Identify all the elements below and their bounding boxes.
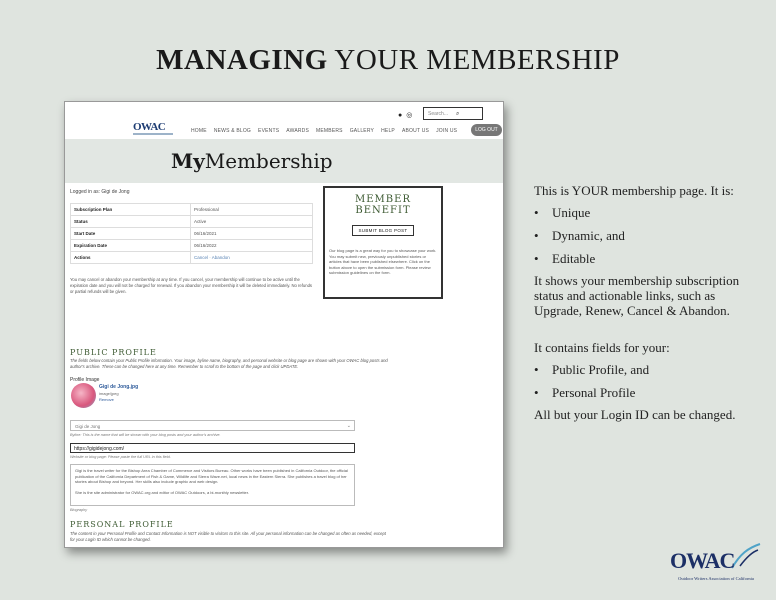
nav-help[interactable]: HELP (381, 128, 395, 134)
nav-join-us[interactable]: JOIN US (436, 128, 458, 134)
biography-textarea[interactable]: Gigi is the travel writer for the Bishop Area Chamber of Commerce and Visitors Bureau. Other works have been published in California Outdoor, the official publication of the California Department of Fish & Game, Wildlife and Sierra Wave.net, local news in the Eastern Sierra. She publishes a travel blog of her stories about Bishop and beyond. Her skills also include graphic and web design. She is the site administrator for OWAC.org and editor of OWAC Outdoors, a bi-monthly newsletter. (70, 464, 355, 506)
row-label: Subscription Plan (71, 204, 191, 216)
row-label: Status (71, 216, 191, 228)
member-benefit-title: MEMBER BENEFIT (355, 194, 411, 216)
search-input[interactable]: Search... (423, 107, 483, 120)
instagram-icon[interactable]: ◎ (406, 112, 413, 119)
submit-blog-post-button[interactable]: SUBMIT BLOG POST (352, 225, 414, 236)
nav-about-us[interactable]: ABOUT US (401, 128, 430, 134)
chevron-down-icon: ⌄ (346, 423, 351, 429)
description-status-text: It shows your membership subscription status and actionable links, such as Upgrade, Renew, Cancel & Abandon. (534, 273, 740, 318)
nav-members[interactable]: MEMBERS (316, 128, 343, 134)
table-row (71, 204, 313, 216)
nav-gallery[interactable]: GALLERY (349, 128, 375, 134)
nav-events[interactable]: EVENTS (258, 128, 280, 134)
subscription-table (70, 203, 313, 264)
nav-home[interactable]: HOME (191, 128, 207, 134)
page-title: MyMembership (171, 149, 333, 173)
owac-footer-logo: OWAC Outdoor Writers Association of California (668, 540, 764, 590)
table-row (71, 240, 313, 252)
public-profile-heading: PUBLIC PROFILE (70, 348, 157, 357)
table-row (71, 216, 313, 228)
byline-select[interactable]: Gigi de Jong ⌄ (70, 420, 355, 431)
owac-logo[interactable]: OWAC (133, 121, 166, 133)
logo-underline (133, 133, 173, 135)
profile-image-type: image/jpeg (99, 391, 119, 396)
description-intro: This is YOUR membership page. It is: (534, 183, 734, 198)
description-closing: All but your Login ID can be changed. (534, 407, 736, 422)
row-label: Start Date (71, 228, 191, 240)
profile-image (71, 383, 96, 408)
logged-in-text: Logged in as: Gigi de Jong (70, 189, 130, 195)
page-banner (65, 139, 504, 183)
row-value: Professional (191, 204, 313, 216)
row-label: Expiration Date (71, 240, 191, 252)
row-value: 06/16/2021 (191, 228, 313, 240)
remove-image-link[interactable]: Remove (99, 397, 114, 402)
screenshot-frame (64, 101, 504, 548)
row-value (191, 252, 313, 264)
nav-news-blog[interactable]: NEWS & BLOG (213, 128, 252, 134)
row-label: Actions (71, 252, 191, 264)
personal-profile-heading: PERSONAL PROFILE (70, 520, 174, 529)
table-row (71, 228, 313, 240)
slide-title: MANAGING YOUR MEMBERSHIP (156, 44, 620, 76)
search-icon[interactable]: ⌕ (456, 111, 460, 117)
profile-image-file-link[interactable]: Gigi de Jong.jpg (99, 384, 139, 390)
website-hint: Website or blog page: Please paste the full URL in this field. (70, 455, 171, 459)
main-nav (191, 128, 464, 134)
swoosh-icon (730, 540, 762, 570)
personal-profile-description: The content in your Personal Profile and Contact Information is NOT visible to visitors to this site. All your personal information can be changed as often as needed, except for your Login ID which cannot be changed. (70, 531, 386, 542)
cancel-abandon-links[interactable]: Cancel · Abandon (194, 255, 230, 260)
row-value: Active (191, 216, 313, 228)
description-fields-intro: It contains fields for your: (534, 340, 670, 355)
logout-button[interactable]: LOG OUT (471, 124, 502, 136)
cancellation-note: You may cancel or abandon your membership at any time. If you cancel, your membership will continue to be active until the expiration date and you will not be charged for renewal. If you abandon your membership it will be deleted immediately. No refunds or partial refunds will be given. (70, 277, 313, 294)
table-row (71, 252, 313, 264)
biography-hint: Biography (70, 508, 88, 512)
facebook-icon[interactable]: ● (398, 112, 403, 119)
public-profile-description: The fields below contain your Public Profile information. Your image, byline name, biography, and personal website or blog page are shown with your OWAC blog posts and author's archive. These can be changed here at any time. Remember to scroll to the bottom of the page and click UPDATE. (70, 358, 388, 369)
row-value: 06/16/2022 (191, 240, 313, 252)
social-icons (398, 111, 416, 119)
member-benefit-text: Our blog page is a great way for you to showcase your work. You may submit new, previously unpublished stories or articles that have been published elsewhere. Click on the button above to open the submission form. Please review submission guidelines on the form. (329, 248, 437, 275)
website-input[interactable]: https://gigidejong.com/ (70, 443, 355, 453)
profile-image-label: Profile Image (70, 377, 100, 383)
byline-hint: Byline: This is the name that will be shown with your blog posts and your author's archive. (70, 433, 221, 437)
member-benefit-box (323, 186, 443, 299)
nav-awards[interactable]: AWARDS (286, 128, 310, 134)
